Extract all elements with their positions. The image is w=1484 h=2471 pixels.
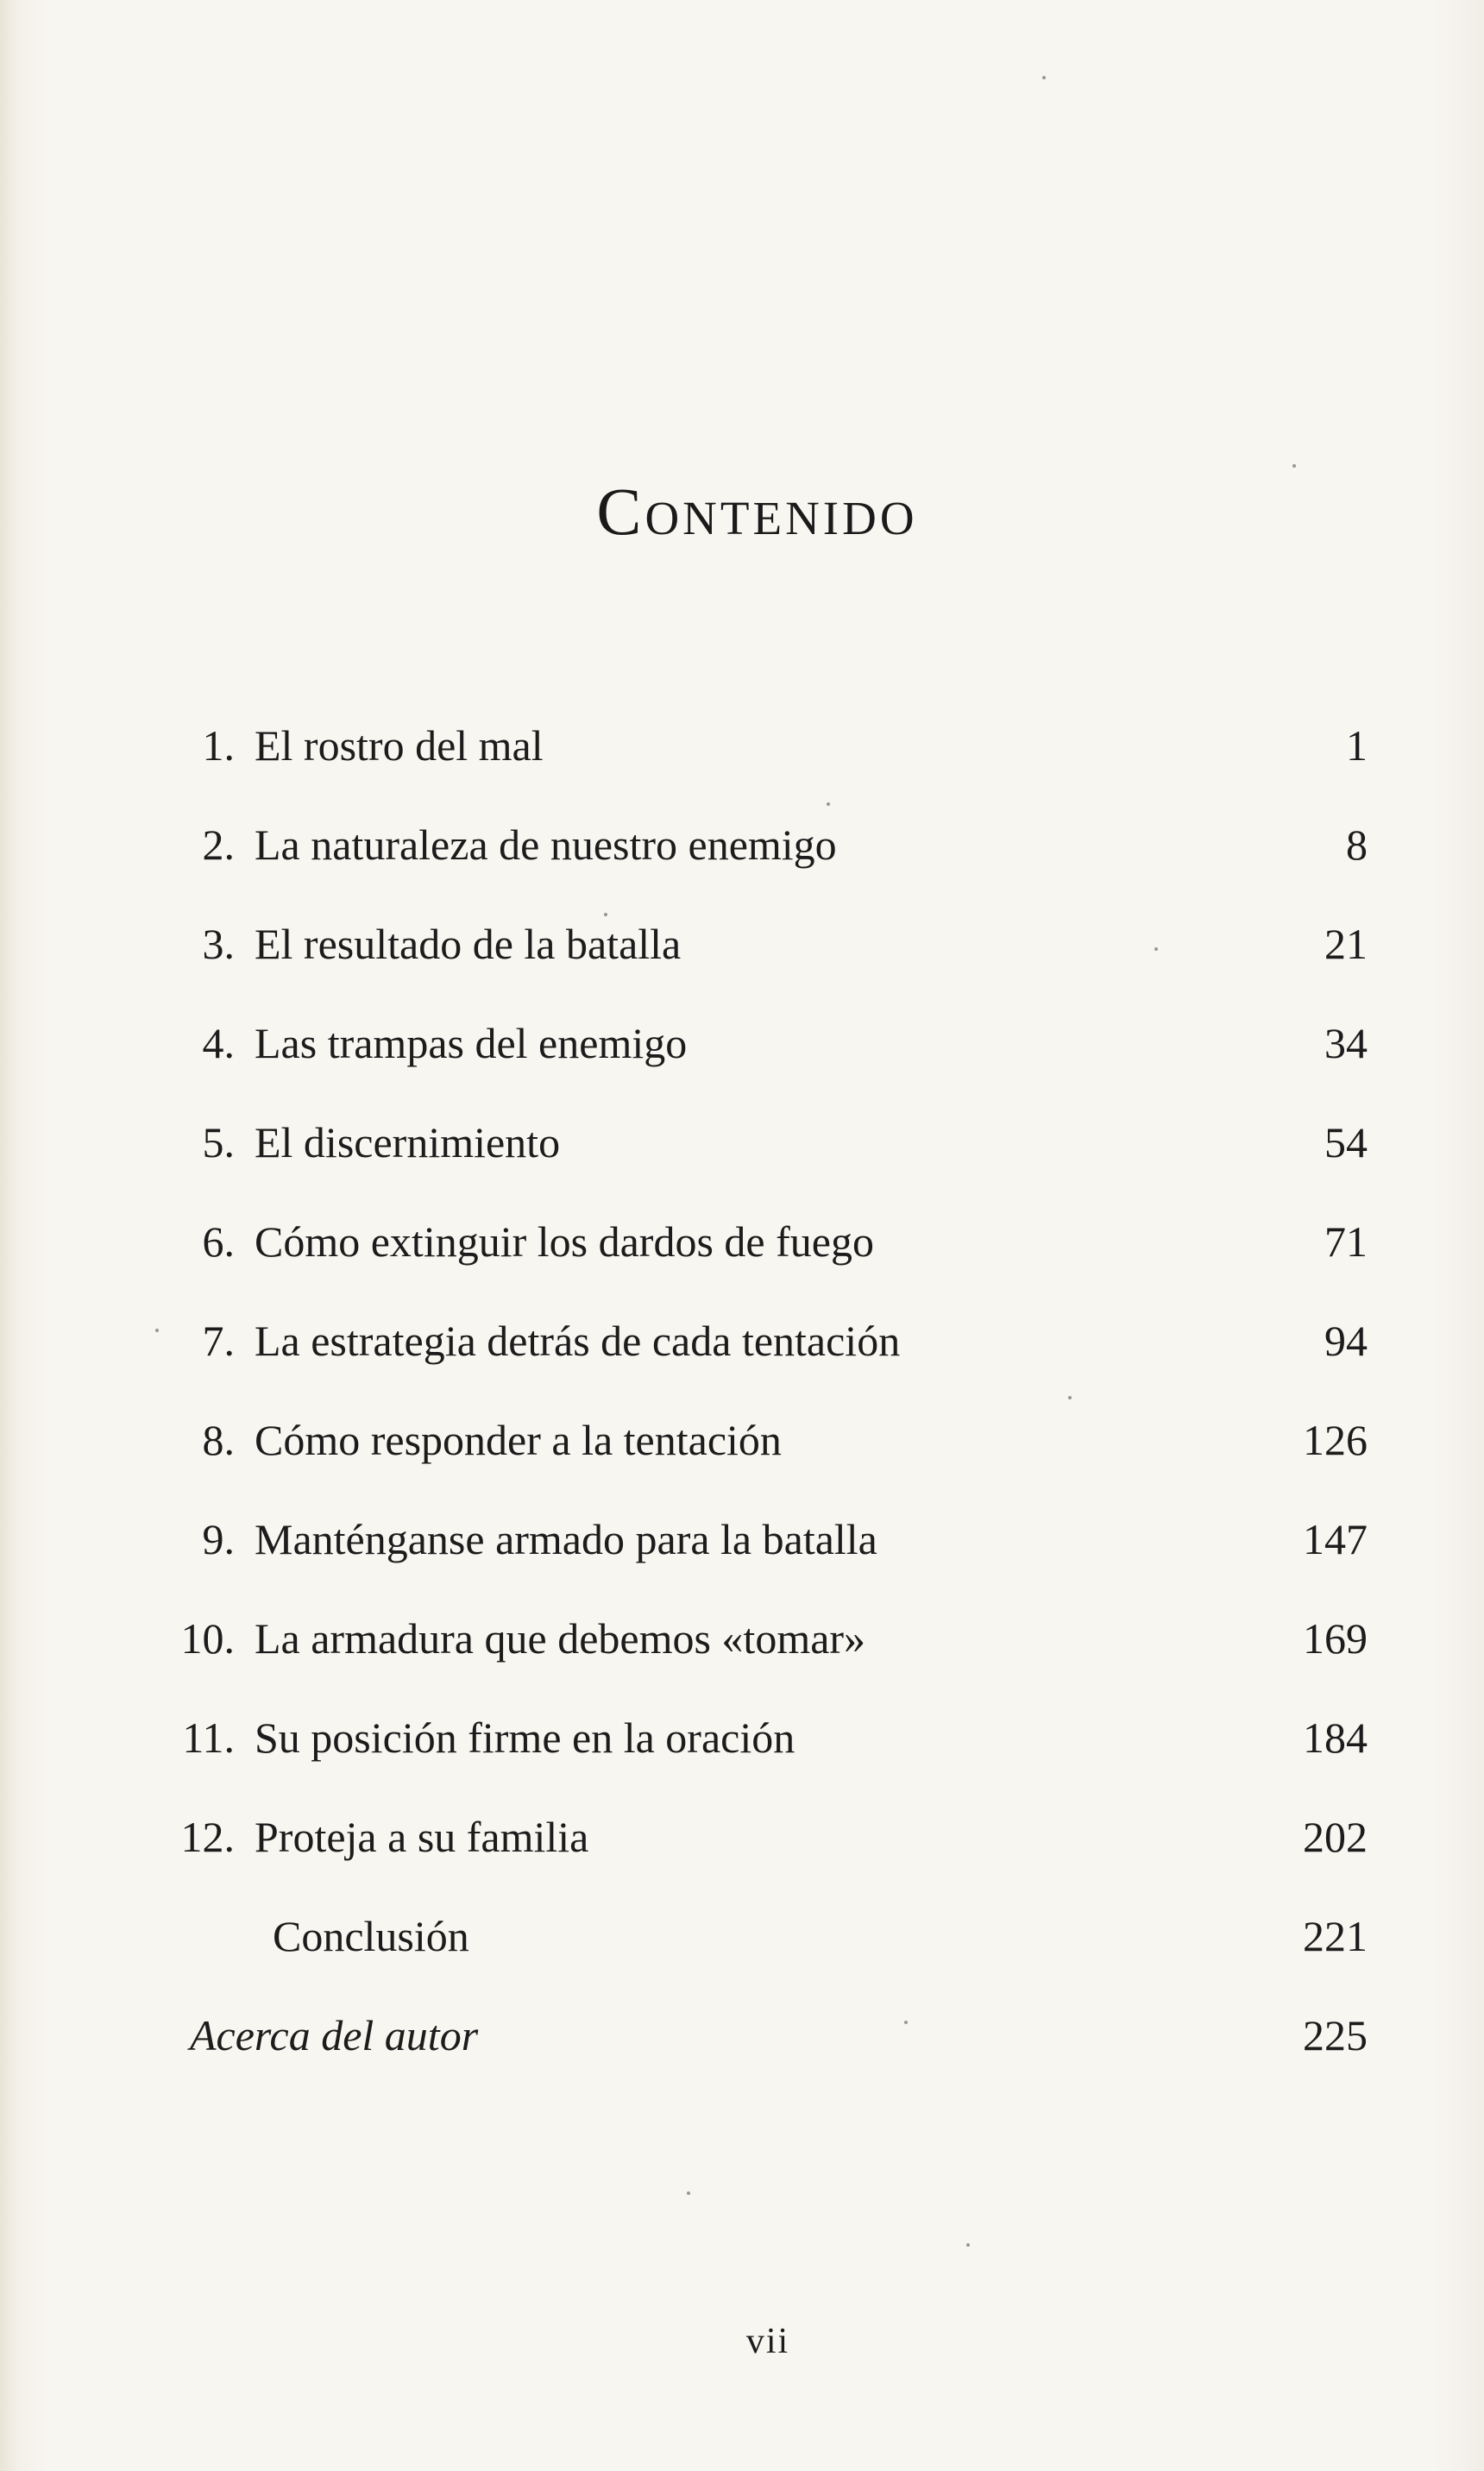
chapter-number: 2.	[202, 821, 235, 869]
toc-entry-about-author	[0, 2010, 1484, 2079]
about-author-title: Acerca del autor	[190, 2011, 479, 2059]
toc-entry-conclusion	[0, 1911, 1484, 1980]
chapter-number: 12.	[180, 1813, 235, 1861]
chapter-page: 169	[1303, 1614, 1368, 1663]
chapter-page: 54	[1324, 1118, 1368, 1166]
chapter-title: Cómo responder a la tentación	[255, 1416, 782, 1464]
toc-entry	[0, 820, 1484, 889]
chapter-page: 94	[1324, 1317, 1368, 1365]
chapter-page: 21	[1324, 920, 1368, 968]
chapter-number: 10.	[180, 1614, 235, 1663]
chapter-page: 1	[1346, 721, 1368, 770]
chapter-title: La naturaleza de nuestro enemigo	[255, 821, 837, 869]
toc-entry	[0, 1713, 1484, 1782]
paper-speck	[1068, 1396, 1072, 1399]
chapter-title: Manténganse armado para la batalla	[255, 1515, 877, 1563]
paper-speck	[966, 2243, 970, 2247]
conclusion-title: Conclusión	[273, 1912, 469, 1960]
paper-speck	[904, 2021, 908, 2024]
chapter-title: Proteja a su familia	[255, 1813, 589, 1861]
toc-entry	[0, 1018, 1484, 1087]
chapter-page: 34	[1324, 1019, 1368, 1067]
paper-speck	[687, 2191, 690, 2195]
chapter-number: 3.	[202, 920, 235, 968]
toc-entry	[0, 720, 1484, 789]
toc-entry	[0, 1812, 1484, 1881]
chapter-title: Las trampas del enemigo	[255, 1019, 688, 1067]
toc-entry	[0, 919, 1484, 988]
about-author-page: 225	[1303, 2011, 1368, 2059]
chapter-page: 147	[1303, 1515, 1368, 1563]
toc-entry	[0, 1415, 1484, 1484]
chapter-number: 9.	[202, 1515, 235, 1563]
paper-speck	[827, 802, 830, 806]
chapter-number: 5.	[202, 1118, 235, 1166]
toc-entry	[0, 1613, 1484, 1682]
chapter-title: La armadura que debemos «tomar»	[255, 1614, 866, 1663]
page-title: Contenido	[596, 474, 918, 549]
chapter-number: 8.	[202, 1416, 235, 1464]
paper-speck	[155, 1329, 159, 1332]
chapter-page: 71	[1324, 1217, 1368, 1266]
page-folio: vii	[745, 2322, 790, 2361]
chapter-number: 1.	[202, 721, 235, 770]
chapter-page: 8	[1346, 821, 1368, 869]
paper-speck	[1154, 947, 1158, 951]
chapter-page: 126	[1303, 1416, 1368, 1464]
chapter-number: 11.	[182, 1713, 235, 1762]
toc-entry	[0, 1117, 1484, 1186]
paper-speck	[604, 913, 607, 916]
chapter-title: Su posición firme en la oración	[255, 1713, 795, 1762]
chapter-page: 184	[1303, 1713, 1368, 1762]
toc-entry	[0, 1514, 1484, 1583]
chapter-number: 6.	[202, 1217, 235, 1266]
chapter-page: 202	[1303, 1813, 1368, 1861]
toc-entry	[0, 1316, 1484, 1385]
conclusion-page: 221	[1303, 1912, 1368, 1960]
chapter-number: 4.	[202, 1019, 235, 1067]
toc-entry	[0, 1217, 1484, 1286]
paper-speck	[1042, 76, 1046, 79]
chapter-title: El rostro del mal	[255, 721, 544, 770]
chapter-title: El discernimiento	[255, 1118, 561, 1166]
chapter-title: El resultado de la batalla	[255, 920, 682, 968]
chapter-title: Cómo extinguir los dardos de fuego	[255, 1217, 874, 1266]
paper-speck	[1292, 464, 1296, 468]
chapter-title: La estrategia detrás de cada tentación	[255, 1317, 901, 1365]
chapter-number: 7.	[202, 1317, 235, 1365]
